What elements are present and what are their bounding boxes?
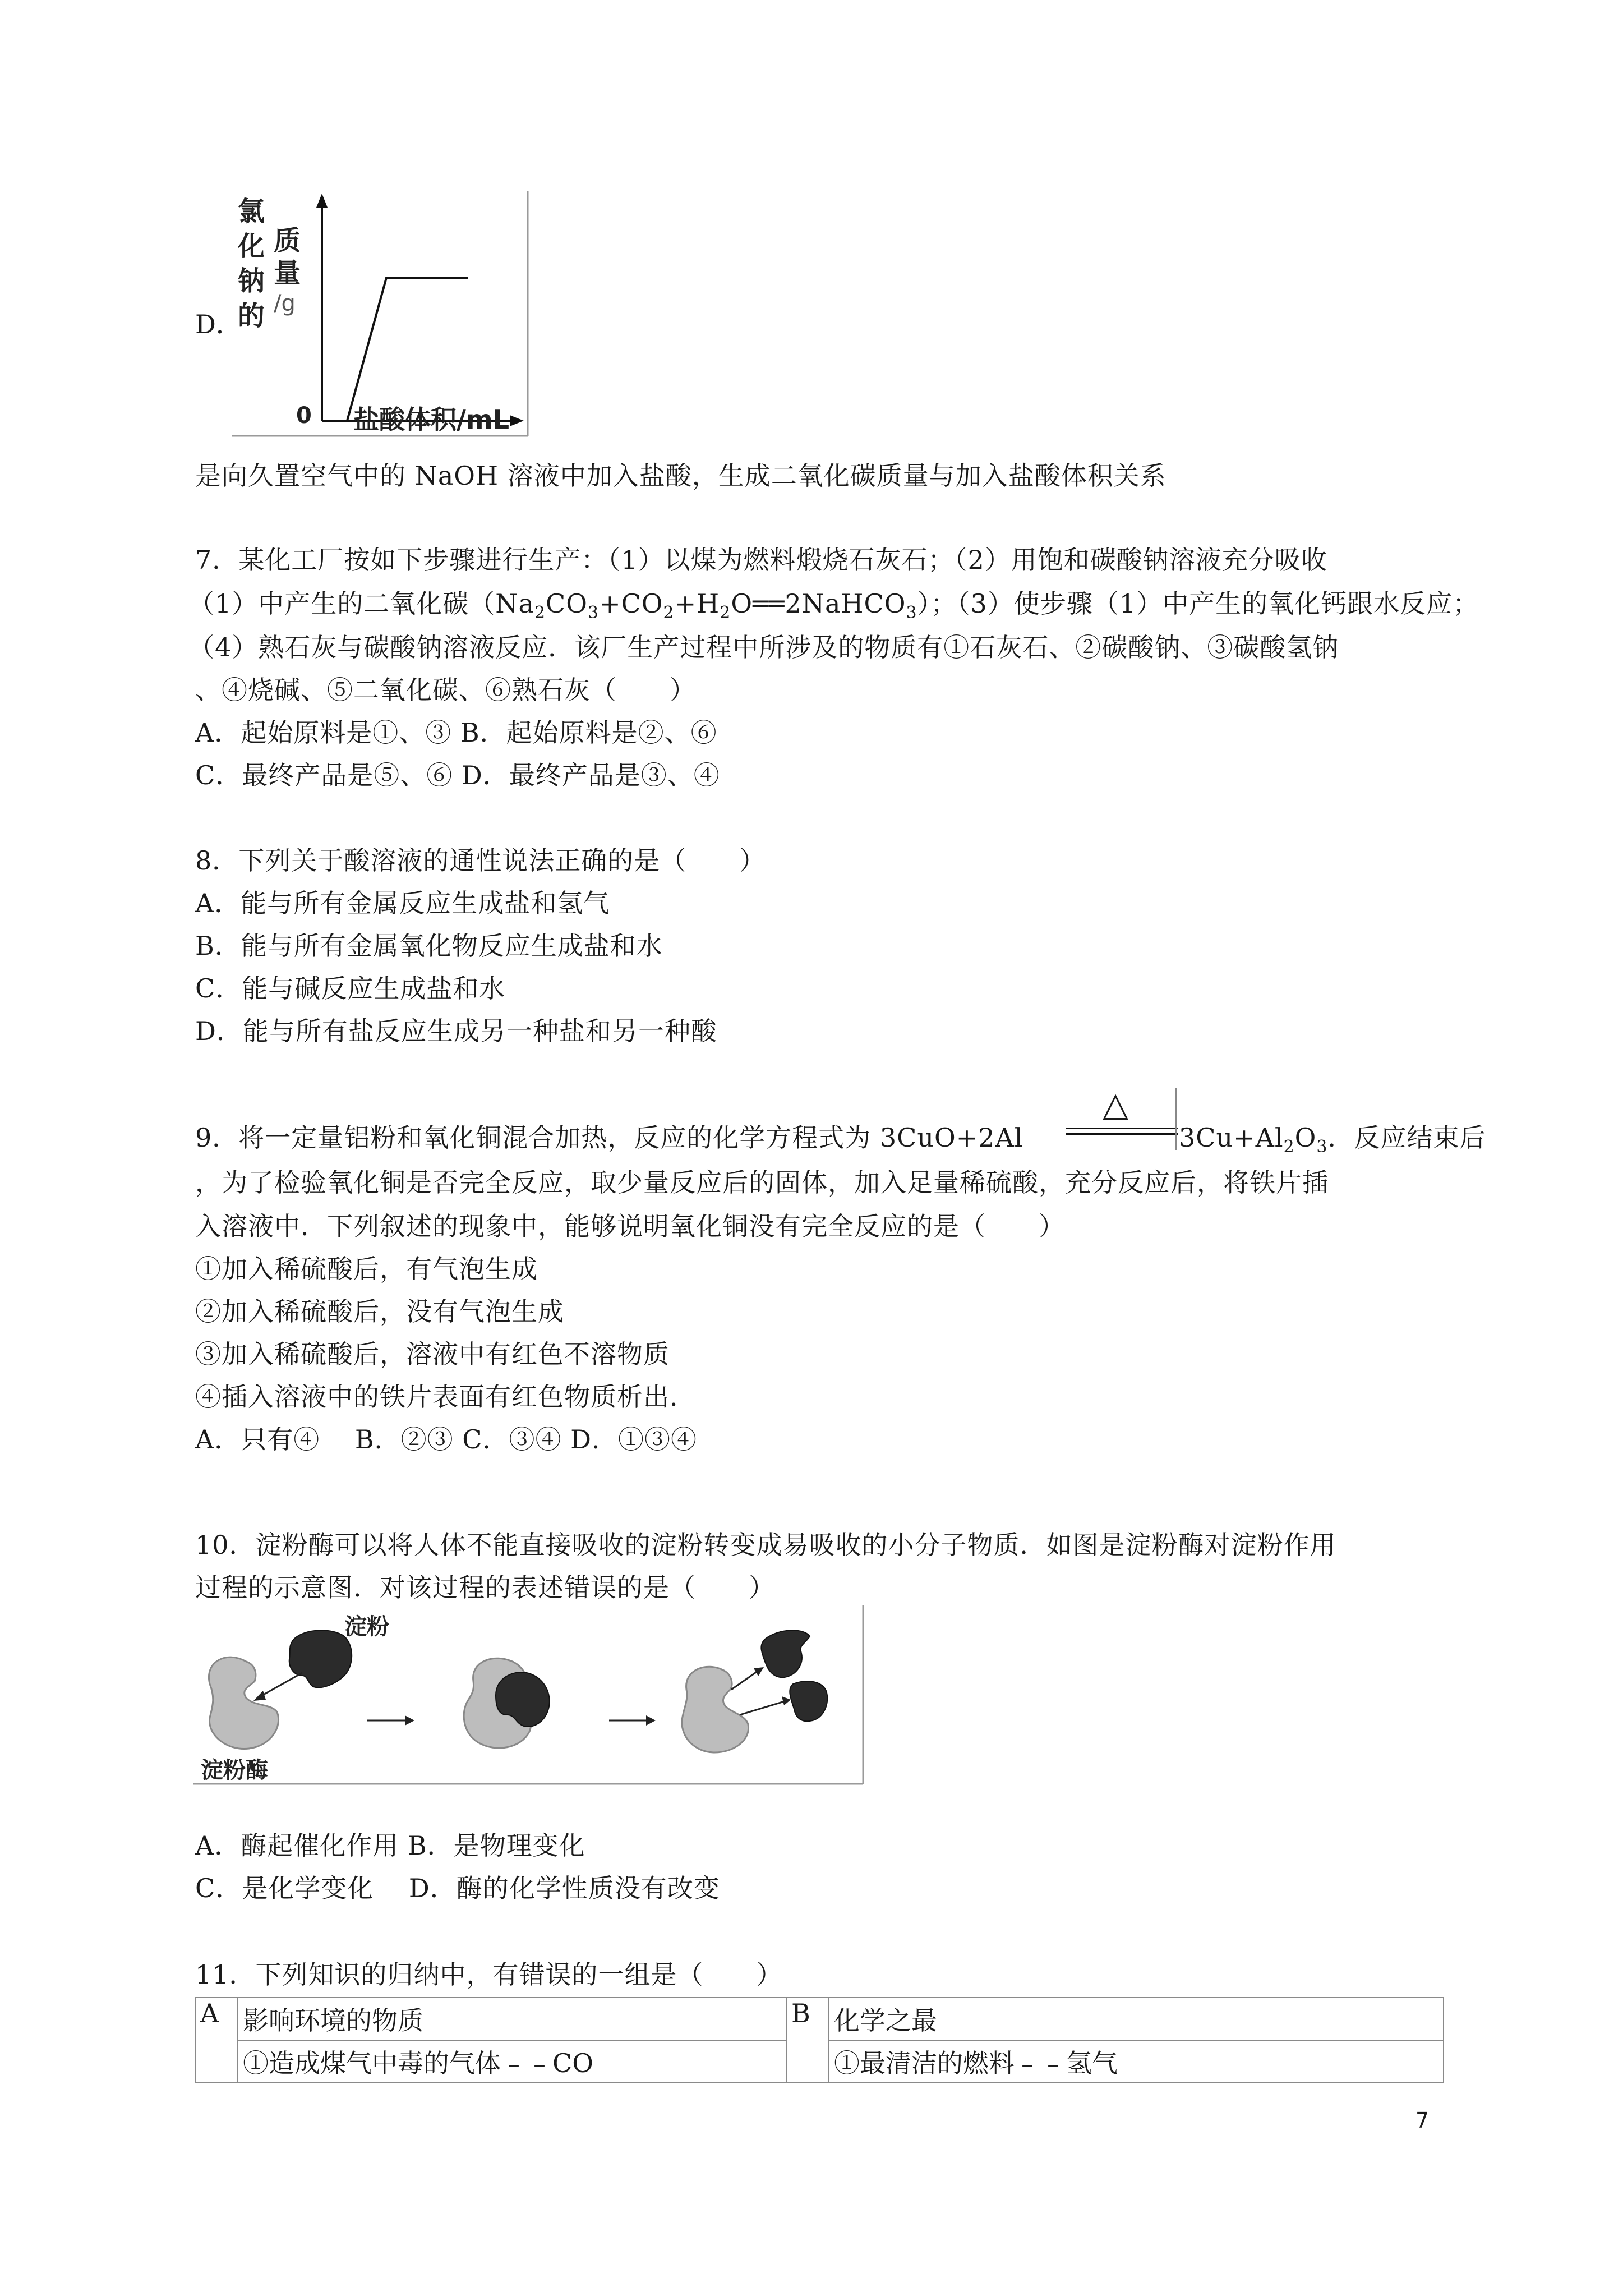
q7-stem-line3: （4）熟石灰与碳酸钠溶液反应．该厂生产过程中所涉及的物质有①石灰石、②碳酸钠、③碳酸氢钠	[188, 632, 1339, 662]
q8-stem: 8．下列关于酸溶液的通性说法正确的是（ ）	[195, 845, 766, 876]
q10-options-ab: A．酶起催化作用 B．是物理变化	[195, 1830, 585, 1861]
q8-option-b: B．能与所有金属氧化物反应生成盐和水	[195, 931, 663, 961]
q8-option-d: D．能与所有盐反应生成另一种盐和另一种酸	[195, 1016, 717, 1046]
heat-triangle-icon: △	[1103, 1085, 1129, 1124]
q10-options-cd: C．是化学变化 D．酶的化学性质没有改变	[195, 1873, 720, 1903]
q9-stem-line1: 9．将一定量铝粉和氧化铜混合加热，反应的化学方程式为 3CuO+2Al	[195, 1122, 1023, 1153]
enzyme-diagram	[193, 1605, 866, 1785]
q7-options-ab: A．起始原料是①、③ B．起始原料是②、⑥	[195, 717, 717, 748]
q9-options: A．只有④ B．②③ C．③④ D．①③④	[195, 1424, 697, 1455]
table-cell-b-row1: ①最清洁的燃料﹣﹣氢气	[829, 2040, 1444, 2083]
q10-stem-line2: 过程的示意图．对该过程的表述错误的是（ ）	[195, 1572, 775, 1603]
starch-fragment-1	[761, 1630, 810, 1677]
q7-stem-line1: 7．某化工厂按如下步骤进行生产：（1）以煤为燃料煅烧石灰石；（2）用饱和碳酸钠溶液充分吸收	[195, 545, 1327, 575]
table-cell-a-row1: ①造成煤气中毒的气体﹣﹣CO	[238, 2040, 786, 2083]
graph-d-xlabel: 盐酸体积/mL	[353, 404, 510, 435]
enzyme-shape-1	[209, 1657, 278, 1749]
table-row	[195, 1998, 1444, 2040]
q8-option-a: A．能与所有金属反应生成盐和氢气	[195, 888, 610, 918]
starch-fragment-2	[790, 1681, 827, 1721]
fig-label-starch: 淀粉	[344, 1614, 389, 1640]
q7-stem-line2: （1）中产生的二氧化碳$(Na_2CO_3+CO_2+H_2O══2NaHCO_3)$；（3）使步骤（1）中产生的氧化钙跟水反应；	[188, 588, 1479, 623]
graph-d-ylabel-left: 氯 化 钠 的	[238, 196, 265, 332]
q9-statement-3: ③加入稀硫酸后，溶液中有红色不溶物质	[195, 1339, 670, 1369]
q10-stem-line1: 10．淀粉酶可以将人体不能直接吸收的淀粉转变成易吸收的小分子物质．如图是淀粉酶对淀粉作用	[195, 1530, 1336, 1560]
table-cell-b-head: 化学之最	[829, 1998, 1444, 2040]
graph-d-ylabel-right: 质 量 /g	[274, 225, 301, 316]
q9-stem-line1-end: $3Cu+Al_2O_3$．反应结束后	[1179, 1122, 1486, 1157]
q9-statement-4: ④插入溶液中的铁片表面有红色物质析出．	[195, 1382, 696, 1412]
option-d-label: D．	[195, 309, 242, 339]
q7-stem-line4: 、④烧碱、⑤二氧化碳、⑥熟石灰（ ）	[195, 675, 696, 705]
q7-options-cd: C．最终产品是⑤、⑥ D．最终产品是③、④	[195, 760, 720, 790]
q9-statement-2: ②加入稀硫酸后，没有气泡生成	[195, 1296, 564, 1327]
table-cell-a: A	[195, 1998, 238, 2083]
enzyme-shape-3	[682, 1667, 749, 1752]
q9-equation-symbol	[1066, 1085, 1178, 1150]
d-caption: 是向久置空气中的 NaOH 溶液中加入盐酸，生成二氧化碳质量与加入盐酸体积关系	[195, 461, 1166, 491]
q9-statement-1: ①加入稀硫酸后，有气泡生成	[195, 1254, 538, 1284]
table-cell-b: B	[786, 1998, 829, 2083]
q9-stem-line3: 入溶液中．下列叙述的现象中，能够说明氧化铜没有完全反应的是（ ）	[195, 1211, 1065, 1241]
knowledge-table	[195, 1997, 1444, 2083]
q11-stem: 11．下列知识的归纳中，有错误的一组是（ ）	[195, 1959, 783, 1990]
q8-option-c: C．能与碱反应生成盐和水	[195, 973, 506, 1004]
page-number: 7	[1415, 2108, 1430, 2133]
graph-d-origin: 0	[296, 403, 312, 429]
table-cell-a-head: 影响环境的物质	[238, 1998, 786, 2040]
fig-label-enzyme: 淀粉酶	[201, 1757, 268, 1783]
q9-stem-line2: ，为了检验氧化铜是否完全反应，取少量反应后的固体，加入足量稀硫酸，充分反应后，将铁片插	[195, 1167, 1329, 1198]
enzyme-figure	[193, 1605, 866, 1785]
starch-shape-1	[289, 1630, 352, 1687]
